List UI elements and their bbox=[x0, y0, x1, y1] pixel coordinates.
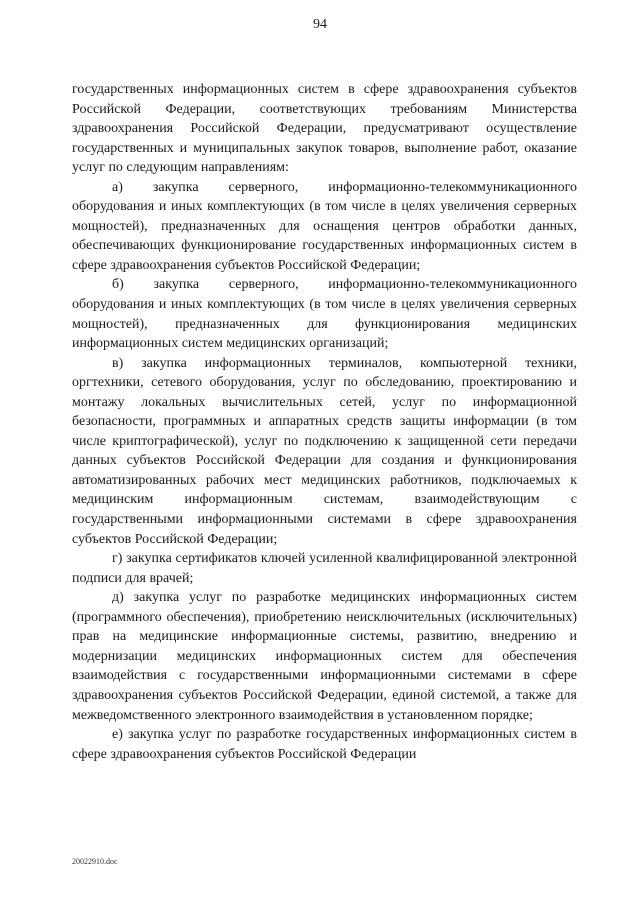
paragraph-e: е) закупка услуг по разработке государственных информационных систем в сфере здравоохранения субъектов Российской Федерации bbox=[72, 727, 577, 762]
paragraph-a: а) закупка серверного, информационно-телекоммуникационного оборудования и иных комплектующих (в том числе в целях увеличения серверных мощностей), предназначенных для оснащения центров обработки данных, обеспечивающих функционирование государственных информационных систем в сфере здравоохранения субъектов Российской Федерации; bbox=[72, 179, 577, 273]
footer-filename: 20022910.doc bbox=[72, 857, 118, 866]
page-number: 94 bbox=[313, 17, 327, 32]
document-body bbox=[72, 80, 577, 764]
paragraph-g: г) закупка сертификатов ключей усиленной квалифицированной электронной подписи для врачей; bbox=[72, 551, 577, 586]
paragraph-intro: государственных информационных систем в сфере здравоохранения субъектов Российской Федерации, соответствующих требованиям Министерства здравоохранения Российской Федерации, предусматривают осуществление государственных и муниципальных закупок товаров, выполнение работ, оказание услуг по следующим направлениям: bbox=[72, 82, 577, 176]
paragraph-b: б) закупка серверного, информационно-телекоммуникационного оборудования и иных комплектующих (в том числе в целях увеличения серверных мощностей), предназначенных для функционирования медицинских информационных систем медицинских организаций; bbox=[72, 277, 577, 352]
paragraph-v: в) закупка информационных терминалов, компьютерной техники, оргтехники, сетевого оборудования, услуг по обследованию, проектированию и монтажу локальных вычислительных сетей, услуг по информационной безопасности, программных и аппаратных средств защиты информации (в том числе криптографической), услуг по подключению к защищенной сети передачи данных субъектов Российской Федерации для создания и функционирования автоматизированных рабочих мест медицинских работников, подключаемых к медицинским информационным системам, взаимодействующим с государственными информационными системами в сфере здравоохранения субъектов Российской Федерации; bbox=[72, 355, 577, 547]
paragraph-d: д) закупка услуг по разработке медицинских информационных систем (программного обеспечения), приобретению неисключительных (исключительных) прав на медицинские информационные системы, развитию, внедрению и модернизации медицинских информационных систем для обеспечения взаимодействия с государственными информационными системами в сфере здравоохранения субъектов Российской Федерации, единой системой, а также для межведомственного электронного взаимодействия в установленном порядке; bbox=[72, 590, 577, 723]
